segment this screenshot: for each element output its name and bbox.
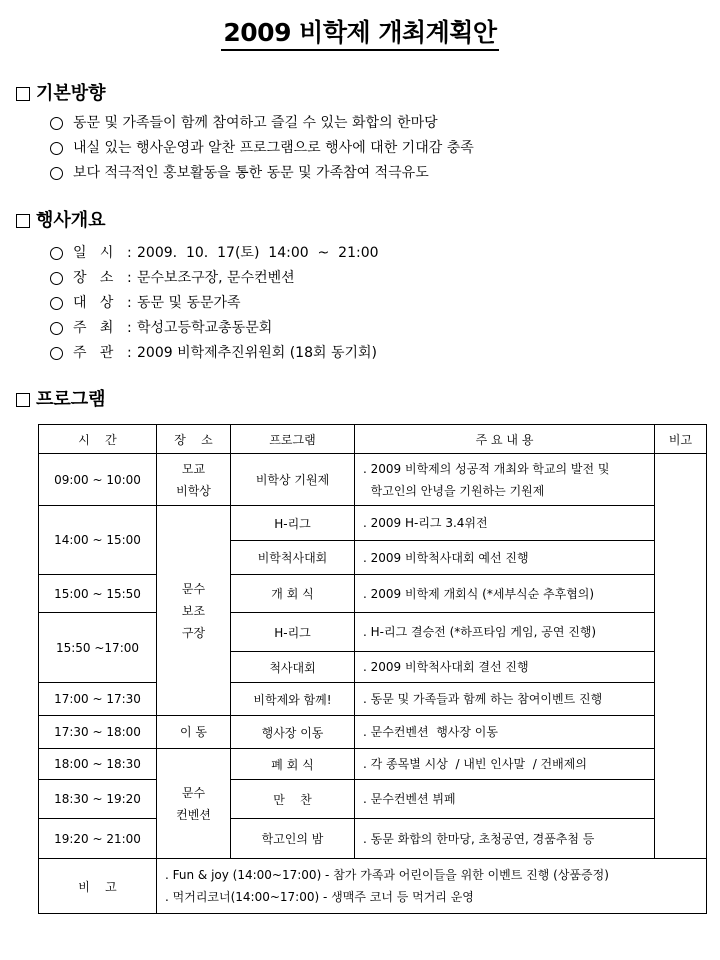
square-bullet-icon (16, 393, 30, 407)
cell-program: H-리그 (231, 613, 355, 652)
overview-label: 대 상 (73, 295, 114, 311)
cell-content: . 각 종목별 시상 / 내빈 인사말 / 건배제의 (355, 749, 655, 780)
cell-program: H-리그 (231, 506, 355, 541)
list-item: 주 최 : 학성고등학교총동문회 (50, 316, 379, 341)
overview-value: 문수보조구장, 문수컨벤션 (137, 270, 295, 286)
cell-time: 17:00 ~ 17:30 (39, 683, 157, 716)
cell-program: 행사장 이동 (231, 716, 355, 749)
cell-note-empty (655, 454, 707, 859)
cell-time: 09:00 ~ 10:00 (39, 454, 157, 506)
overview-value: 2009 비학제추진위원회 (18회 동기회) (137, 345, 378, 361)
cell-content: . 2009 비학척사대회 예선 진행 (355, 541, 655, 575)
circle-bullet-icon (50, 142, 63, 155)
circle-bullet-icon (50, 272, 63, 285)
list-item-text: 보다 적극적인 홍보활동을 통한 동문 및 가족참여 적극유도 (73, 165, 429, 181)
header-place: 장 소 (157, 425, 231, 454)
cell-program: 만 찬 (231, 780, 355, 819)
header-content: 주 요 내 용 (355, 425, 655, 454)
circle-bullet-icon (50, 297, 63, 310)
cell-program: 비학상 기원제 (231, 454, 355, 506)
cell-content: . 동문 화합의 한마당, 초청공연, 경품추첨 등 (355, 819, 655, 859)
section-basic-title: 기본방향 (36, 83, 106, 104)
section-basic-heading (16, 83, 106, 105)
list-item: 주 관 : 2009 비학제추진위원회 (18회 동기회) (50, 341, 379, 366)
table-row (39, 780, 707, 819)
list-item: 장 소 : 문수보조구장, 문수컨벤션 (50, 266, 379, 291)
note-content (157, 859, 707, 914)
note-line: . 먹거리코너(14:00~17:00) - 생맥주 코너 등 먹거리 운영 (165, 890, 474, 904)
circle-bullet-icon (50, 347, 63, 360)
cell-time: 15:50 ~17:00 (39, 613, 157, 683)
list-item (50, 161, 474, 186)
section-program-heading (16, 389, 106, 411)
cell-time: 19:20 ~ 21:00 (39, 819, 157, 859)
section-overview-title: 행사개요 (36, 210, 106, 231)
cell-content: . H-리그 결승전 (*하프타임 게임, 공연 진행) (355, 613, 655, 652)
cell-program: 비학척사대회 (231, 541, 355, 575)
overview-label: 주 최 (73, 320, 114, 336)
table-row (39, 613, 707, 652)
note-row (39, 859, 707, 914)
circle-bullet-icon (50, 247, 63, 260)
cell-program: 개 회 식 (231, 575, 355, 613)
overview-value: 학성고등학교총동문회 (137, 320, 273, 336)
list-item: 대 상 : 동문 및 동문가족 (50, 291, 379, 316)
document-title: 2009 비학제 개최계획안 (221, 18, 498, 51)
section-program-title: 프로그램 (36, 389, 106, 410)
cell-program: 척사대회 (231, 652, 355, 683)
cell-place: 문수 보조 구장 (157, 506, 231, 716)
square-bullet-icon (16, 87, 30, 101)
basic-list (50, 111, 474, 186)
cell-program: 비학제와 함께! (231, 683, 355, 716)
program-table (38, 424, 707, 914)
cell-program: 학고인의 밤 (231, 819, 355, 859)
table-row (39, 716, 707, 749)
table-row (39, 749, 707, 780)
cell-content: . 2009 비학척사대회 결선 진행 (355, 652, 655, 683)
circle-bullet-icon (50, 322, 63, 335)
table-row (39, 506, 707, 541)
cell-content: . 2009 비학제 개회식 (*세부식순 추후협의) (355, 575, 655, 613)
circle-bullet-icon (50, 167, 63, 180)
note-label: 비 고 (39, 859, 157, 914)
list-item: 일 시 : 2009. 10. 17(토) 14:00 ~ 21:00 (50, 241, 379, 266)
note-line: . Fun & joy (14:00~17:00) - 참가 가족과 어린이들을 위한 이벤트 진행 (상품증정) (165, 868, 609, 882)
overview-label: 주 관 (73, 345, 114, 361)
cell-time: 18:30 ~ 19:20 (39, 780, 157, 819)
table-header-row (39, 425, 707, 454)
cell-content: . 동문 및 가족들과 함께 하는 참여이벤트 진행 (355, 683, 655, 716)
cell-time: 15:00 ~ 15:50 (39, 575, 157, 613)
table-row (39, 683, 707, 716)
overview-list (50, 241, 379, 366)
overview-value: 동문 및 동문가족 (137, 295, 241, 311)
overview-label: 일 시 (73, 245, 114, 261)
cell-content: . 2009 비학제의 성공적 개최와 학교의 발전 및 학고인의 안녕을 기원하는 기원제 (355, 454, 655, 506)
list-item-text: 내실 있는 행사운영과 알찬 프로그램으로 행사에 대한 기대감 충족 (73, 140, 474, 156)
table-row (39, 819, 707, 859)
cell-time: 17:30 ~ 18:00 (39, 716, 157, 749)
cell-content: . 문수컨벤션 행사장 이동 (355, 716, 655, 749)
cell-time: 18:00 ~ 18:30 (39, 749, 157, 780)
header-note: 비고 (655, 425, 707, 454)
square-bullet-icon (16, 214, 30, 228)
cell-place: 모교 비학상 (157, 454, 231, 506)
list-item (50, 136, 474, 161)
section-overview-heading (16, 210, 106, 232)
cell-place: 이 동 (157, 716, 231, 749)
cell-content: . 2009 H-리그 3.4위전 (355, 506, 655, 541)
cell-time: 14:00 ~ 15:00 (39, 506, 157, 575)
list-item-text: 동문 및 가족들이 함께 참여하고 즐길 수 있는 화합의 한마당 (73, 115, 438, 131)
table-row (39, 575, 707, 613)
list-item (50, 111, 474, 136)
cell-content: . 문수컨벤션 뷔페 (355, 780, 655, 819)
cell-place: 문수 컨벤션 (157, 749, 231, 859)
overview-value: 2009. 10. 17(토) 14:00 ~ 21:00 (137, 245, 379, 261)
table-row (39, 454, 707, 506)
cell-program: 폐 회 식 (231, 749, 355, 780)
header-program: 프로그램 (231, 425, 355, 454)
overview-label: 장 소 (73, 270, 114, 286)
circle-bullet-icon (50, 117, 63, 130)
document-title-wrap (0, 18, 720, 51)
header-time: 시 간 (39, 425, 157, 454)
